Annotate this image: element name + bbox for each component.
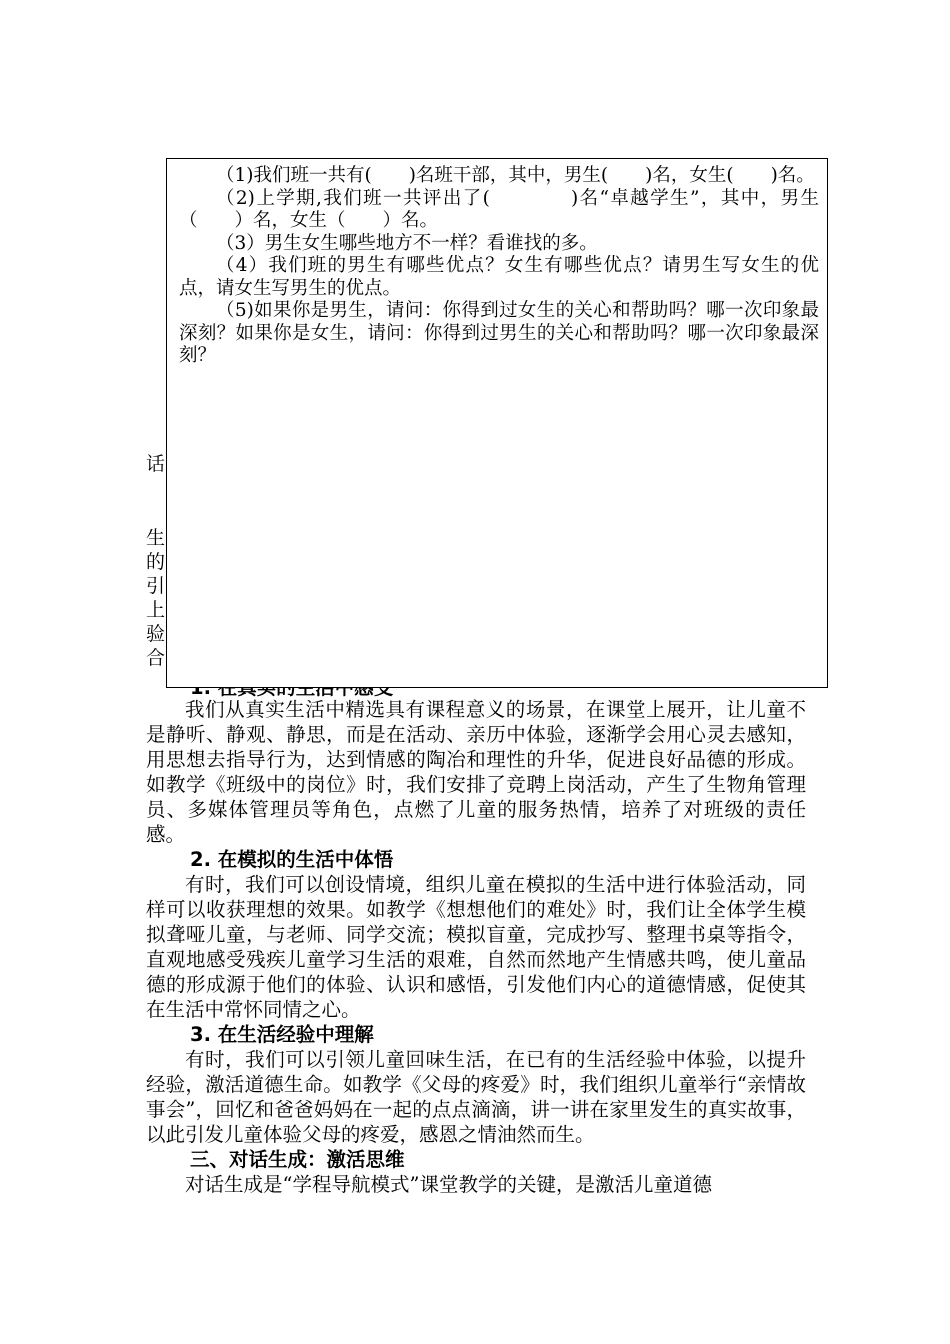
question-list	[179, 165, 819, 368]
side-char: 生	[146, 527, 166, 549]
section-heading: 3. 在生活经验中理解	[190, 1023, 374, 1046]
question-item: （3）男生女生哪些地方不一样？看谁找的多。	[216, 232, 598, 254]
paragraph: 有时，我们可以引领儿童回味生活，在已有的生活经验中体验，以提升经验，激活道德生命。如教学《父母的疼爱》时，我们组织儿童举行“亲情故事会”，回忆和爸爸妈妈在一起的点点滴滴，讲一讲在家里发生的真实故事，以此引发儿童体验父母的疼爱，感恩之情油然而生。	[146, 1048, 806, 1146]
question-textbox	[166, 158, 828, 688]
section-heading: 三、对话生成：激活思维	[190, 1148, 405, 1171]
side-char: 的	[146, 551, 166, 573]
paragraph: 对话生成是“学程导航模式”课堂教学的关键，是激活儿童道德	[185, 1173, 712, 1196]
side-char: 引	[146, 575, 166, 597]
side-char: 上	[146, 599, 166, 621]
side-char: 合	[146, 647, 166, 669]
section-heading: 2. 在模拟的生活中体悟	[190, 848, 394, 871]
question-item: （5)如果你是男生，请问：你得到过女生的关心和帮助吗？哪一次印象最深刻？如果你是女生，请问：你得到过男生的关心和帮助吗？哪一次印象最深刻？	[179, 300, 819, 366]
paragraph: 我们从真实生活中精选具有课程意义的场景，在课堂上展开，让儿童不是静听、静观、静思，而是在活动、亲历中体验，逐渐学会用心灵去感知，用思想去指导行为，达到情感的陶冶和理性的升华，促进良好品德的形成。如教学《班级中的岗位》时，我们安排了竞聘上岗活动，产生了生物角管理员、多媒体管理员等角色，点燃了儿童的服务热情，培养了对班级的责任感。	[146, 698, 806, 846]
side-char: 验	[146, 623, 166, 645]
paragraph: 有时，我们可以创设情境，组织儿童在模拟的生活中进行体验活动，同样可以收获理想的效果。如教学《想想他们的难处》时，我们让全体学生模拟聋哑儿童，与老师、同学交流；模拟盲童，完成抄写、整理书桌等指令，直观地感受残疾儿童学习生活的艰难，自然而然地产生情感共鸣，使儿童品德的形成源于他们的体验、认识和感悟，引发他们内心的道德情感，促使其在生活中常怀同情之心。	[146, 873, 806, 1021]
question-item: （1)我们班一共有( )名班干部，其中，男生( )名，女生( )名。	[216, 165, 815, 186]
question-item: （4）我们班的男生有哪些优点？女生有哪些优点？请男生写女生的优点，请女生写男生的优点。	[179, 255, 819, 299]
question-item: （2)上学期,我们班一共评出了( )名“卓越学生”，其中，男生（ ）名，女生（ ）名。	[179, 187, 819, 231]
side-char: 话	[146, 453, 166, 475]
body-text	[146, 675, 806, 1197]
